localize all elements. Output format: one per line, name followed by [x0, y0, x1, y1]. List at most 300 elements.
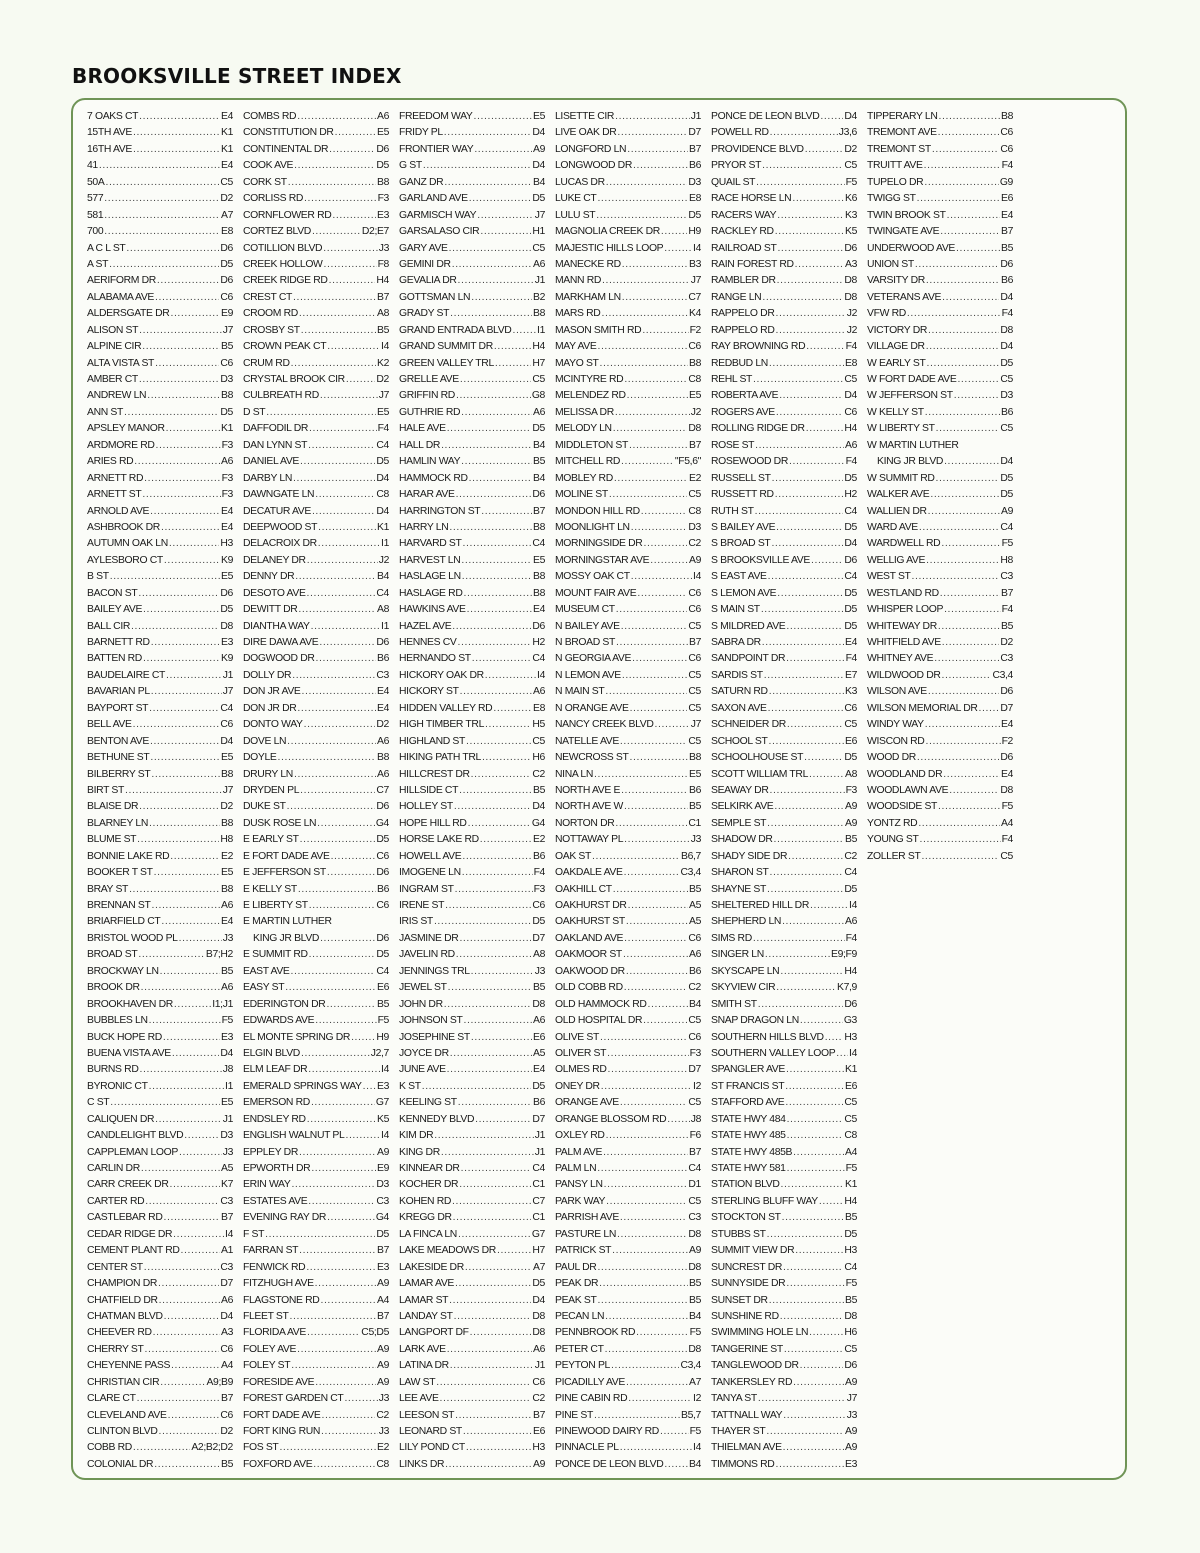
grid-reference: C5;D5 — [361, 1327, 389, 1339]
dot-leader — [775, 306, 845, 322]
street-name: DIRE DAWA AVE — [243, 637, 319, 648]
street-name: MELISSA DR — [555, 406, 614, 418]
dot-leader — [150, 734, 219, 750]
dot-leader — [907, 306, 1001, 322]
street-name: WHITEWAY DR — [867, 620, 937, 632]
index-entry — [867, 438, 1013, 454]
grid-reference: C2 — [688, 538, 701, 550]
index-entry — [399, 701, 545, 717]
street-name: 700 — [87, 226, 104, 238]
grid-reference: B5 — [532, 982, 545, 994]
street-name: TWIGG ST — [867, 193, 916, 205]
dot-leader — [158, 1276, 219, 1292]
dot-leader — [459, 783, 532, 799]
grid-reference: B6 — [688, 784, 701, 796]
index-entry — [399, 454, 545, 470]
grid-reference: H3 — [844, 1031, 857, 1043]
index-entry — [399, 931, 545, 947]
street-name: HAMMOCK RD — [399, 472, 468, 484]
index-entry — [867, 586, 1013, 602]
street-name: GRAND SUMMIT DR — [399, 341, 493, 353]
street-name: RUSSETT RD — [711, 489, 774, 501]
grid-reference: A6 — [844, 439, 857, 451]
grid-reference: D5 — [844, 1228, 857, 1240]
index-entry — [867, 569, 1013, 585]
street-name: WESTLAND RD — [867, 587, 939, 599]
grid-reference: F5 — [1001, 801, 1013, 813]
street-name: MELENDEZ RD — [555, 390, 626, 402]
grid-reference: C8 — [688, 374, 701, 385]
dot-leader — [315, 487, 375, 503]
street-name: UNION ST — [867, 258, 914, 270]
street-name: ROGERS AVE — [711, 406, 775, 418]
street-name: LUKE CT — [555, 193, 597, 205]
index-entry — [243, 1013, 389, 1029]
grid-reference: E5 — [220, 1097, 233, 1109]
index-entry — [711, 1424, 857, 1440]
grid-reference: E6 — [376, 982, 389, 994]
dot-leader — [596, 208, 687, 224]
street-name: S MILDRED AVE — [711, 620, 786, 632]
street-name: ARIES RD — [87, 456, 134, 468]
dot-leader — [606, 1194, 687, 1210]
index-entry — [399, 191, 545, 207]
index-entry — [243, 1046, 389, 1062]
index-entry — [555, 125, 701, 141]
index-entry — [399, 1046, 545, 1062]
index-entry — [555, 997, 701, 1013]
index-entry — [555, 602, 701, 618]
street-name: DRYDEN PL — [243, 784, 300, 796]
index-entry — [867, 750, 1013, 766]
street-name: JAVELIN RD — [399, 949, 455, 961]
street-name: EMERSON RD — [243, 1097, 310, 1109]
grid-reference: A6 — [688, 949, 701, 961]
index-entry — [399, 1276, 545, 1292]
dot-leader — [622, 290, 688, 306]
index-entry — [555, 1079, 701, 1095]
grid-reference: D3 — [220, 1130, 233, 1142]
index-entry — [399, 1440, 545, 1456]
street-name: MELODY LN — [555, 423, 612, 435]
street-name: MOSSY OAK CT — [555, 571, 630, 583]
index-entry — [399, 964, 545, 980]
index-entry — [87, 799, 233, 815]
index-entry — [555, 1375, 701, 1391]
index-entry — [867, 635, 1013, 651]
street-name: ELM LEAF DR — [243, 1064, 308, 1076]
dot-leader — [626, 1375, 688, 1391]
dot-leader — [105, 175, 219, 191]
index-entry — [399, 734, 545, 750]
dot-leader — [620, 1440, 692, 1456]
index-entry — [555, 1227, 701, 1243]
street-name: MIDDLETON ST — [555, 439, 628, 451]
grid-reference: J8 — [222, 1064, 233, 1076]
street-index-columns — [87, 109, 1107, 1477]
index-entry — [555, 109, 701, 125]
index-entry — [399, 750, 545, 766]
grid-reference: C3,4 — [680, 867, 701, 879]
street-name: SHEPHERD LN — [711, 916, 782, 928]
dot-leader — [632, 651, 687, 667]
dot-leader — [819, 1194, 844, 1210]
index-entry — [555, 1457, 701, 1473]
street-name: BUCK HOPE RD — [87, 1031, 162, 1043]
grid-reference: F6 — [689, 1130, 701, 1142]
street-name: PICADILLY AVE — [555, 1376, 625, 1388]
dot-leader — [777, 586, 843, 602]
dot-leader — [110, 569, 220, 585]
street-name: SEAWAY DR — [711, 784, 769, 796]
dot-leader — [943, 767, 1000, 783]
street-name: WILSON MEMORIAL DR — [867, 702, 978, 714]
grid-reference: A6 — [220, 1294, 233, 1306]
grid-reference: H4 — [532, 341, 545, 353]
dot-leader — [804, 750, 843, 766]
dot-leader — [474, 109, 532, 125]
street-name: CROOM RD — [243, 308, 298, 320]
dot-leader — [762, 635, 844, 651]
street-name: WHITNEY AVE — [867, 653, 934, 665]
index-entry — [87, 1128, 233, 1144]
grid-reference: E6 — [844, 735, 857, 747]
grid-reference: J2 — [846, 324, 857, 336]
grid-reference: C5 — [688, 686, 701, 698]
street-name: HARRINGTON ST — [399, 505, 481, 517]
grid-reference: B5,7 — [681, 1409, 701, 1421]
dot-leader — [309, 421, 377, 437]
dot-leader — [957, 372, 999, 388]
street-name: STOCKTON ST — [711, 1212, 781, 1224]
street-name: HARVARD ST — [399, 538, 462, 550]
street-name: KIM DR — [399, 1130, 434, 1142]
street-name: PAUL DR — [555, 1261, 597, 1273]
street-name: RAY BROWNING RD — [711, 341, 806, 353]
street-name: FOREST GARDEN CT — [243, 1393, 344, 1405]
street-name: HIGH TIMBER TRL — [399, 719, 485, 731]
grid-reference: D6 — [376, 637, 389, 648]
grid-reference: C5 — [844, 1113, 857, 1125]
index-entry — [243, 947, 389, 963]
street-name: HORSE LAKE RD — [399, 834, 479, 846]
index-entry — [87, 1408, 233, 1424]
index-entry — [399, 1309, 545, 1325]
index-entry — [87, 717, 233, 733]
dot-leader — [781, 1177, 844, 1193]
dot-leader — [667, 1112, 689, 1128]
grid-reference: C2 — [376, 1409, 389, 1421]
dot-leader — [172, 1046, 220, 1062]
grid-reference: C6 — [688, 932, 701, 944]
street-name: GRIFFIN RD — [399, 390, 455, 402]
grid-reference: B8 — [688, 357, 701, 369]
dot-leader — [452, 257, 532, 273]
index-entry — [243, 602, 389, 618]
index-entry — [555, 158, 701, 174]
index-entry — [867, 487, 1013, 503]
dot-leader — [299, 1145, 376, 1161]
index-entry — [555, 553, 701, 569]
grid-reference: C2 — [844, 850, 857, 862]
index-entry — [867, 158, 1013, 174]
street-name: W LIBERTY ST — [867, 423, 935, 435]
street-name: HAZEL AVE — [399, 620, 452, 632]
grid-reference: C5 — [688, 735, 701, 747]
grid-reference: D6 — [844, 242, 857, 254]
index-entry — [87, 536, 233, 552]
grid-reference: F4 — [845, 456, 857, 468]
index-entry — [555, 1128, 701, 1144]
street-name: DON JR AVE — [243, 686, 301, 698]
grid-reference: D8 — [1000, 324, 1013, 336]
street-name: DAWNGATE LN — [243, 489, 315, 501]
index-entry — [867, 290, 1013, 306]
index-entry — [243, 651, 389, 667]
grid-reference: D8 — [688, 1261, 701, 1273]
street-name: WHISPER LOOP — [867, 604, 944, 616]
dot-leader — [924, 175, 999, 191]
grid-reference: E4 — [220, 916, 233, 928]
grid-reference: D2 — [1000, 637, 1013, 648]
grid-reference: F5 — [221, 1015, 233, 1027]
street-name: ALABAMA AVE — [87, 291, 154, 303]
dot-leader — [309, 898, 376, 914]
grid-reference: E2 — [220, 850, 233, 862]
dot-leader — [637, 586, 687, 602]
dot-leader — [606, 1128, 689, 1144]
index-entry — [87, 290, 233, 306]
index-entry — [399, 799, 545, 815]
index-entry — [399, 1194, 545, 1210]
dot-leader — [825, 1030, 844, 1046]
index-entry — [711, 750, 857, 766]
dot-leader — [494, 339, 532, 355]
dot-leader — [329, 142, 375, 158]
dot-leader — [769, 865, 843, 881]
grid-reference: B5 — [688, 883, 701, 895]
grid-reference: C4 — [220, 702, 233, 714]
grid-reference: E2 — [688, 472, 701, 484]
grid-reference: D6 — [376, 801, 389, 813]
grid-reference: C5 — [688, 702, 701, 714]
grid-reference: E9 — [220, 308, 233, 320]
street-name: COBB RD — [87, 1442, 132, 1454]
dot-leader — [767, 1227, 844, 1243]
index-entry — [711, 1276, 857, 1292]
index-entry — [243, 1424, 389, 1440]
grid-reference: J7 — [690, 275, 701, 287]
street-name: HARRY LN — [399, 521, 449, 533]
street-name: ENGLISH WALNUT PL — [243, 1130, 345, 1142]
dot-leader — [836, 1046, 848, 1062]
dot-leader — [144, 1260, 220, 1276]
street-name: LAKESIDE DR — [399, 1261, 464, 1273]
dot-leader — [480, 832, 532, 848]
dot-leader — [463, 1013, 532, 1029]
grid-reference: B8 — [688, 752, 701, 764]
street-name: W KELLY ST — [867, 406, 924, 418]
street-name: PEAK DR — [555, 1278, 599, 1290]
dot-leader — [449, 520, 532, 536]
street-name: TWINGATE AVE — [867, 226, 940, 238]
dot-leader — [613, 421, 688, 437]
index-entry — [555, 142, 701, 158]
street-name: LATINA DR — [399, 1360, 449, 1372]
index-entry — [399, 520, 545, 536]
dot-leader — [104, 224, 220, 240]
index-entry — [87, 1243, 233, 1259]
index-column-2 — [243, 109, 389, 1477]
grid-reference: C3 — [220, 1261, 233, 1273]
grid-reference: F3 — [221, 489, 233, 501]
grid-reference: B7 — [532, 505, 545, 517]
grid-reference: B4 — [376, 571, 389, 583]
street-name: NOTTAWAY PL — [555, 834, 624, 846]
dot-leader — [287, 734, 376, 750]
street-name: CHEEVER RD — [87, 1327, 152, 1339]
grid-reference: E3 — [376, 1261, 389, 1273]
street-name: WELLIG AVE — [867, 554, 926, 566]
index-entry — [399, 290, 545, 306]
street-name: RAPPELO RD — [711, 324, 775, 336]
street-name: BROAD ST — [87, 949, 138, 961]
index-entry — [399, 767, 545, 783]
grid-reference: H4 — [844, 965, 857, 977]
index-entry — [711, 1358, 857, 1374]
dot-leader — [621, 454, 674, 470]
grid-reference: B6 — [688, 160, 701, 172]
index-entry — [399, 125, 545, 141]
grid-reference: G7 — [375, 1097, 389, 1109]
dot-leader — [622, 257, 688, 273]
grid-reference: B4 — [532, 439, 545, 451]
dot-leader — [792, 191, 844, 207]
dot-leader — [458, 1227, 531, 1243]
dot-leader — [462, 865, 533, 881]
street-name: IRIS ST — [399, 916, 433, 928]
index-entry — [711, 1194, 857, 1210]
grid-reference: D4 — [844, 538, 857, 550]
index-entry — [555, 1260, 701, 1276]
street-name: DENNY DR — [243, 571, 295, 583]
grid-reference: A8 — [376, 308, 389, 320]
dot-leader — [300, 783, 375, 799]
index-entry — [243, 388, 389, 404]
street-name: MONDON HILL RD — [555, 505, 640, 517]
grid-reference: J3 — [378, 1426, 389, 1437]
dot-leader — [306, 1260, 376, 1276]
grid-reference: F4 — [845, 341, 857, 353]
dot-leader — [159, 1293, 220, 1309]
index-entry — [711, 980, 857, 996]
grid-reference: C3 — [220, 1195, 233, 1207]
street-name: WOOD DR — [867, 752, 916, 764]
index-entry — [243, 997, 389, 1013]
index-entry — [555, 964, 701, 980]
grid-reference: J3 — [378, 1393, 389, 1405]
index-entry — [555, 865, 701, 881]
grid-reference: A9 — [376, 1278, 389, 1290]
grid-reference: I1 — [381, 620, 389, 632]
street-name: CHATFIELD DR — [87, 1294, 158, 1306]
street-name: FOLEY ST — [243, 1360, 291, 1372]
dot-leader — [307, 1325, 360, 1341]
dot-leader — [455, 1408, 532, 1424]
street-name: DOYLE — [243, 752, 277, 764]
street-name: RACERS WAY — [711, 209, 777, 221]
street-name: 581 — [87, 209, 104, 221]
index-entry — [711, 651, 857, 667]
index-entry — [243, 586, 389, 602]
street-name: BARNETT RD — [87, 637, 150, 648]
index-entry — [867, 619, 1013, 635]
dot-leader — [940, 586, 1000, 602]
grid-reference: D4 — [532, 1294, 545, 1306]
dot-leader — [932, 142, 1000, 158]
grid-reference: A9 — [376, 1360, 389, 1372]
street-name: GUTHRIE RD — [399, 406, 461, 418]
grid-reference: C6 — [688, 653, 701, 665]
index-entry — [711, 421, 857, 437]
grid-reference: B5 — [220, 965, 233, 977]
street-name: MOUNT FAIR AVE — [555, 587, 637, 599]
dot-leader — [133, 1440, 190, 1456]
street-name: FREEDOM WAY — [399, 111, 473, 122]
street-name: STATION BLVD — [711, 1179, 780, 1191]
grid-reference: D7 — [688, 1064, 701, 1076]
street-name: BAYPORT ST — [87, 702, 149, 714]
index-entry — [399, 1112, 545, 1128]
dot-leader — [809, 767, 844, 783]
index-entry — [555, 799, 701, 815]
index-entry — [555, 1062, 701, 1078]
dot-leader — [166, 421, 220, 437]
dot-leader — [609, 487, 688, 503]
street-name: LANDAY ST — [399, 1310, 453, 1322]
dot-leader — [147, 388, 220, 404]
index-entry — [243, 1062, 389, 1078]
street-name: CEDAR RIDGE DR — [87, 1228, 173, 1240]
grid-reference: C6 — [844, 702, 857, 714]
street-name: BROOK DR — [87, 982, 140, 994]
index-entry — [555, 882, 701, 898]
dot-leader — [474, 142, 532, 158]
grid-reference: K3 — [844, 686, 857, 698]
dot-leader — [497, 1243, 531, 1259]
index-entry — [711, 931, 857, 947]
index-entry — [711, 668, 857, 684]
grid-reference: H5 — [532, 719, 545, 731]
dot-leader — [154, 865, 220, 881]
dot-leader — [166, 668, 222, 684]
grid-reference: D6 — [220, 587, 233, 599]
index-entry — [399, 553, 545, 569]
index-entry — [243, 1194, 389, 1210]
street-name: EDERINGTON DR — [243, 998, 326, 1010]
index-entry — [87, 750, 233, 766]
street-name: N BROAD ST — [555, 637, 616, 648]
street-name: LAMAR AVE — [399, 1278, 454, 1290]
index-entry — [555, 1030, 701, 1046]
street-name: MANECKE RD — [555, 258, 621, 270]
grid-reference: J2,7 — [370, 1047, 389, 1059]
grid-reference: D5 — [532, 916, 545, 928]
street-name: VICTORY DR — [867, 324, 928, 336]
grid-reference: B8 — [220, 817, 233, 829]
dot-leader — [317, 816, 375, 832]
street-name: ARNOLD AVE — [87, 505, 150, 517]
